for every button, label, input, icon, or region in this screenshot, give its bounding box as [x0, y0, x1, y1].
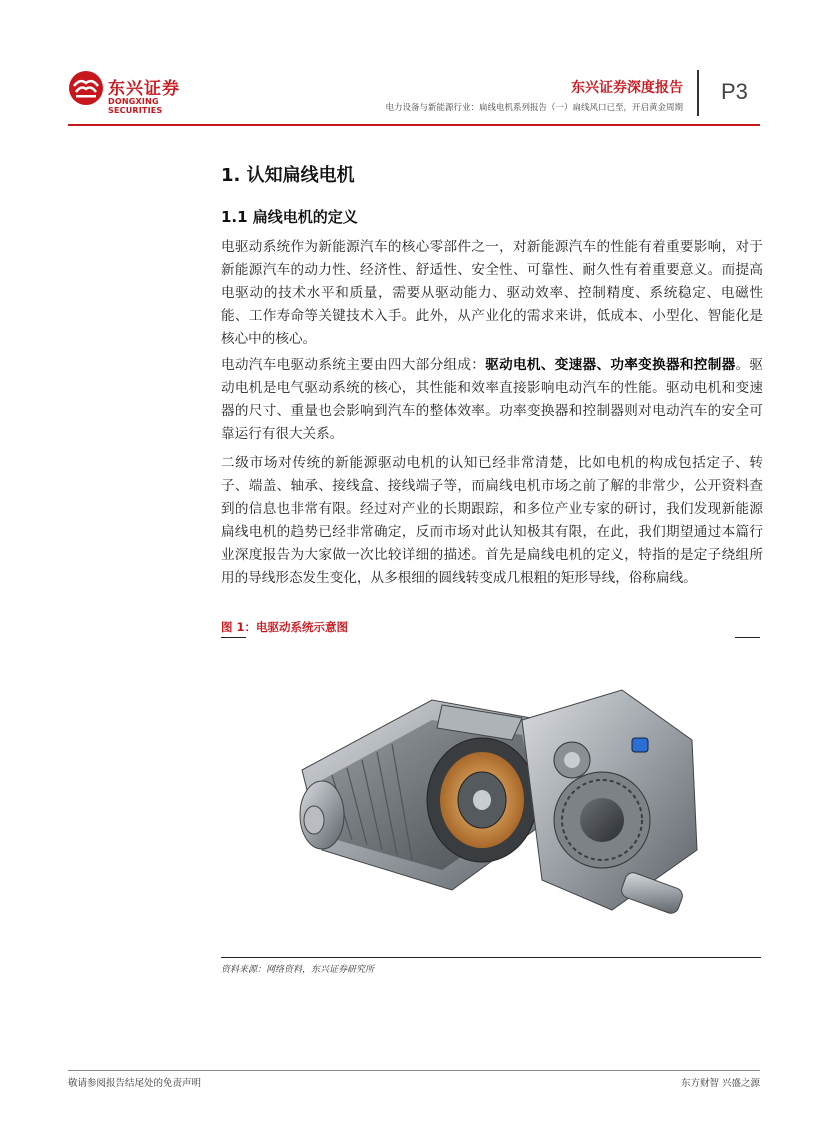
- logo-text-cn: 东兴证券: [108, 79, 180, 99]
- paragraph-1: 电驱动系统作为新能源汽车的核心零部件之一，对新能源汽车的性能有着重要影响，对于新能源汽车的动力性、经济性、舒适性、安全性、可靠性、耐久性有着重要意义。而提高电驱动的技术水平和质量，需要从驱动能力、驱动效率、控制精度、系统稳定、电磁性能、工作寿命等关键技术入手。此外，从产业化的需求来讲，低成本、小型化、智能化是核心中的核心。: [221, 239, 763, 347]
- header-divider: [697, 70, 699, 116]
- paragraph-2-bold: 驱动电机、变速器、功率变换器和控制器: [485, 357, 736, 373]
- subsection-heading: 1.1 扁线电机的定义: [221, 208, 358, 226]
- dongxing-logo-icon: [68, 70, 104, 106]
- footer-rule: [68, 1070, 760, 1071]
- figure-rule-left: [221, 637, 246, 638]
- footer-slogan: 东方财智 兴盛之源: [680, 1078, 760, 1089]
- logo-text-en: DONGXING SECURITIES: [108, 97, 163, 115]
- paragraph-3: 二级市场对传统的新能源驱动电机的认知已经非常清楚，比如电机的构成包括定子、转子、端盖、轴承、接线盒、接线端子等，而扁线电机市场之前了解的非常少，公开资料查到的信息也非常有限。经过对产业的长期跟踪，和多位产业专家的研讨，我们发现新能源扁线电机的趋势已经非常确定，反而市场对此认知极其有限，在此，我们期望通过本篇行业深度报告为大家做一次比较详细的描述。首先是扁线电机的定义，特指的是定子绕组所用的导线形态发生变化，从多根细的圆线转变成几根粗的矩形导线，俗称扁线。: [221, 455, 763, 586]
- figure-label: 图 1：电驱动系统示意图: [221, 620, 349, 634]
- paragraph-2-tail: 。驱动电机是电气驱动系统的核心，其性能和效率直接影响电动汽车的性能。驱动电机和变速器的尺寸、重量也会影响到汽车的整体效率。功率变换器和控制器则对电动汽车的安全可靠运行有很大关系。: [221, 357, 763, 442]
- paragraph-2-lead: 电动汽车电驱动系统主要由四大部分组成：: [221, 357, 486, 373]
- figure-bottom-rule: [221, 957, 761, 958]
- report-title: 东兴证券深度报告: [571, 80, 683, 96]
- page-number: P3: [721, 79, 748, 104]
- electric-drive-system-image: [292, 680, 712, 940]
- section-heading: 1. 认知扁线电机: [221, 165, 355, 186]
- company-logo: [68, 70, 208, 120]
- footer-disclaimer: 敬请参阅报告结尾处的免责声明: [68, 1078, 202, 1089]
- report-subtitle: 电力设备与新能源行业：扁线电机系列报告（一）扁线风口已至，开启黄金周期: [385, 103, 683, 113]
- header-rule: [68, 124, 760, 126]
- paragraph-2: [221, 354, 763, 446]
- figure-source: 资料来源：网络资料，东兴证券研究所: [221, 965, 375, 975]
- figure-rule-right: [735, 637, 760, 638]
